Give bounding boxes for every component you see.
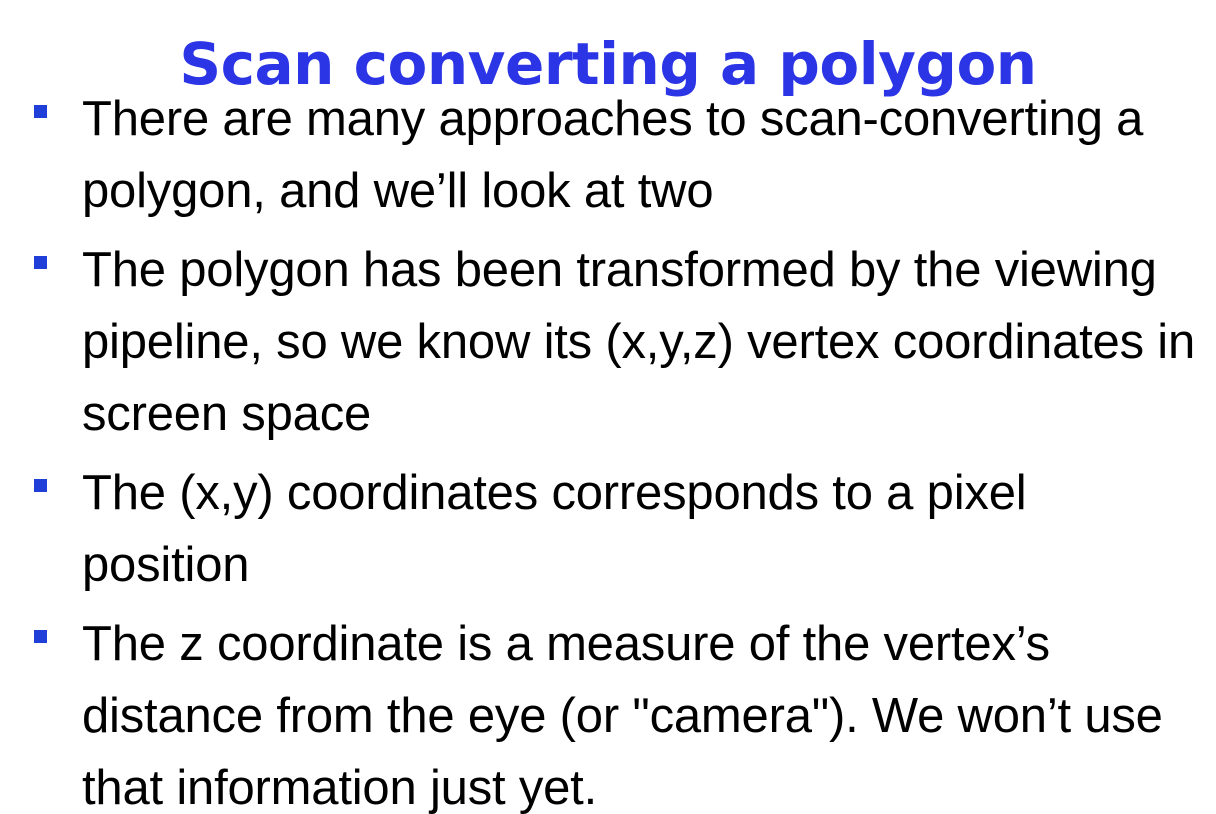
square-bullet-icon — [34, 105, 47, 118]
square-bullet-icon — [34, 630, 47, 643]
bullet-item — [34, 608, 1204, 814]
bullet-text: The z coordinate is a measure of the vertex’s distance from the eye (or "camera"). We won’t use that information just yet. — [82, 617, 1163, 814]
bullet-text: The (x,y) coordinates corresponds to a pixel position — [82, 466, 1027, 592]
bullet-item — [34, 457, 1204, 601]
bullet-text: There are many approaches to scan-converting a polygon, and we’ll look at two — [82, 92, 1144, 218]
bullet-item — [34, 234, 1204, 450]
square-bullet-icon — [34, 479, 47, 492]
bullet-list — [34, 83, 1204, 814]
bullet-text: The polygon has been transformed by the viewing pipeline, so we know its (x,y,z) vertex coordinates in screen space — [82, 243, 1196, 441]
bullet-item — [34, 83, 1204, 227]
square-bullet-icon — [34, 256, 47, 269]
slide-title: Scan converting a polygon — [179, 29, 1037, 98]
